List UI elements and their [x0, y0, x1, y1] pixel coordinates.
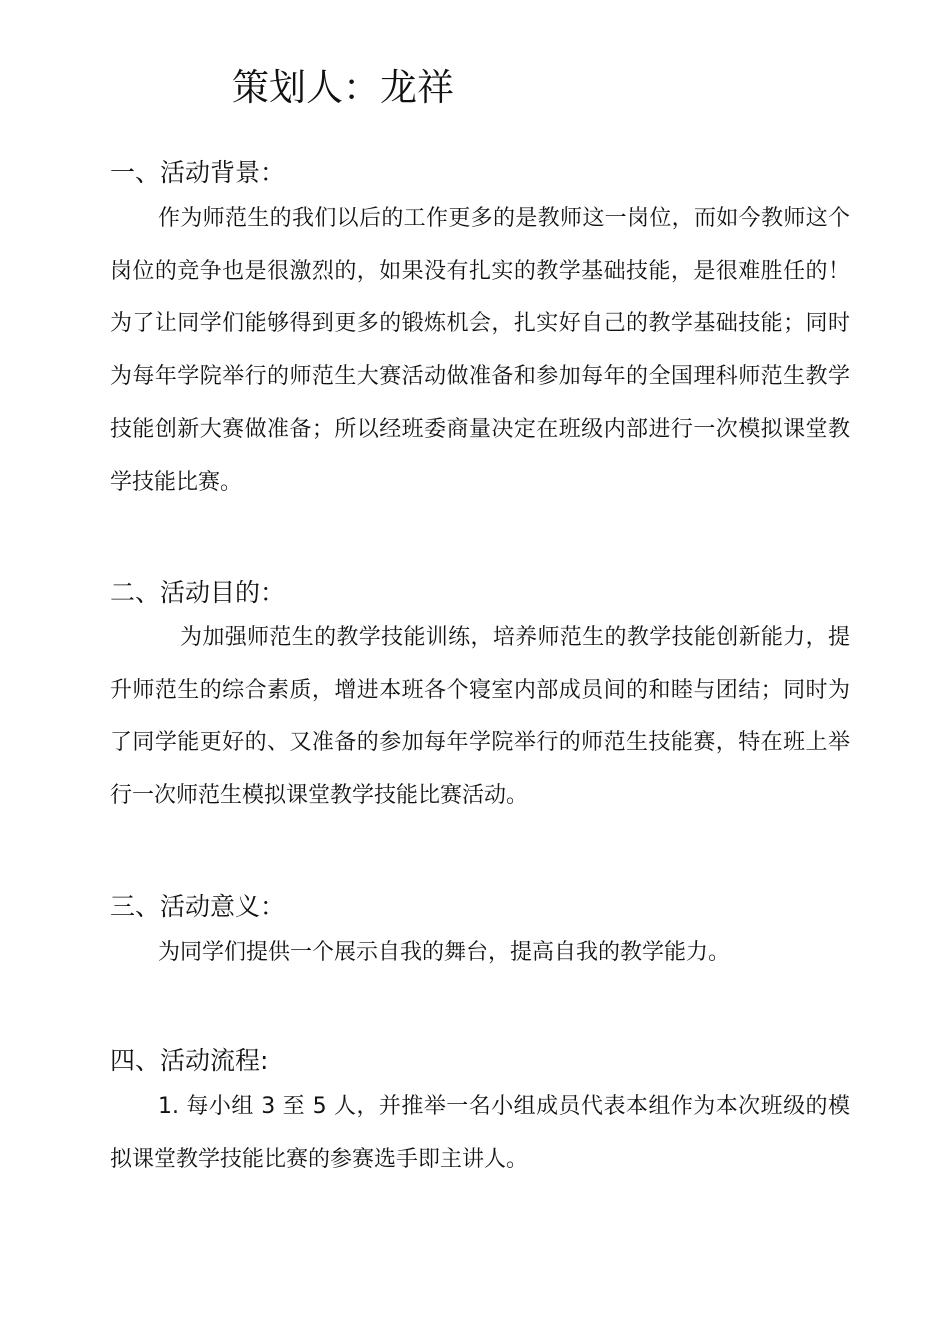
- section-body-significance: 为同学们提供一个展示自我的舞台，提高自我的教学能力。: [158, 940, 731, 965]
- section-heading-significance: 三、活动意义：: [110, 892, 286, 921]
- section-heading-background: 一、活动背景：: [110, 158, 286, 187]
- section-heading-purpose: 二、活动目的：: [110, 578, 286, 607]
- planner-title: 策划人：龙祥: [232, 66, 454, 109]
- section-body-background: 作为师范生的我们以后的工作更多的是教师这一岗位，而如今教师这个岗位的竞争也是很激烈的，如果没有扎实的教学基础技能，是很难胜任的！为了让同学们能够得到更多的锻炼机会，扎实好自己的教学基础技能；同时为每年学院举行的师范生大赛活动做准备和参加每年的全国理科师范生教学技能创新大赛做准备；所以经班委商量决定在班级内部进行一次模拟课堂教学技能比赛。: [110, 206, 850, 495]
- section-body-purpose: 为加强师范生的教学技能训练，培养师范生的教学技能创新能力，提升师范生的综合素质，增进本班各个寝室内部成员间的和睦与团结；同时为了同学能更好的、又准备的参加每年学院举行的师范生技能赛，特在班上举行一次师范生模拟课堂教学技能比赛活动。: [110, 625, 850, 809]
- section-heading-process: 四、活动流程:: [110, 1046, 269, 1075]
- section-body-process: 1. 每小组 3 至 5 人，并推举一名小组成员代表本组作为本次班级的模拟课堂教学技能比赛的参赛选手即主讲人。: [110, 1094, 850, 1172]
